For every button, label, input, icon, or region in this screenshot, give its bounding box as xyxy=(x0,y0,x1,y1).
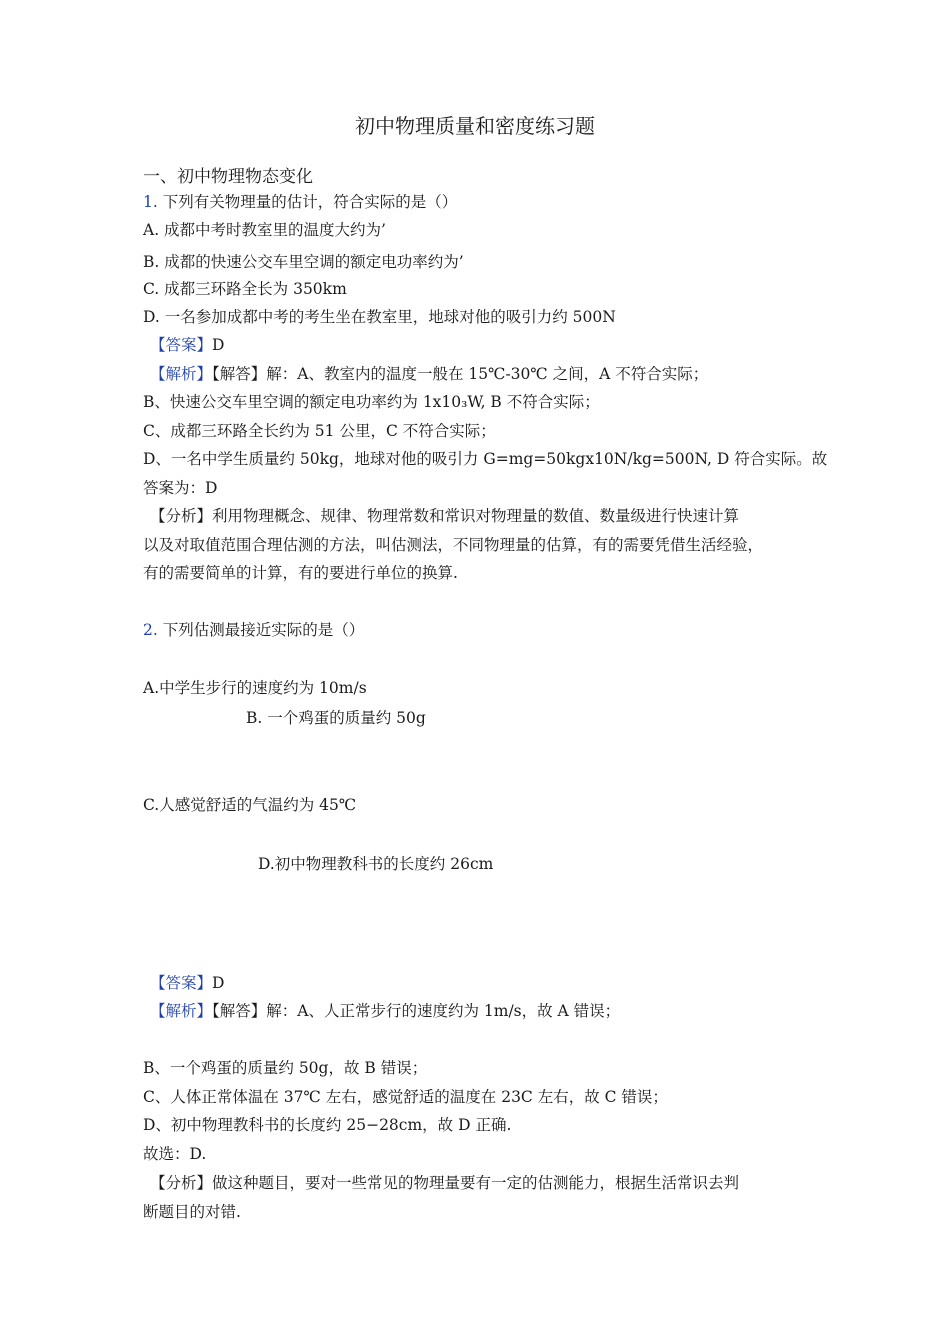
answer-tag: 【答案】 xyxy=(150,974,213,992)
analysis-text: B、一个鸡蛋的质量约 50g，故 B 错误； xyxy=(143,1059,428,1077)
option-c: C. 成都三环路全长为 350km xyxy=(143,280,347,298)
question-2-stem xyxy=(143,620,364,640)
analysis-text: 【解答】解：A、教室内的温度一般在 15℃-30℃ 之间，A 不符合实际； xyxy=(212,365,709,383)
question-number: 2. xyxy=(143,621,158,639)
analysis-text: C、人体正常体温在 37℃ 左右，感觉舒适的温度在 23C 左右，故 C 错误； xyxy=(143,1088,668,1106)
option-c: C.人感觉舒适的气温约为 45℃ xyxy=(143,796,357,814)
answer-tag: 【答案】 xyxy=(150,336,213,354)
answer-value: D xyxy=(212,974,225,992)
page-title: 初中物理质量和密度练习题 xyxy=(355,114,595,138)
analysis-tag: 【解析】 xyxy=(150,365,213,383)
fenxi-text: 【分析】利用物理概念、规律、物理常数和常识对物理量的数值、数量级进行快速计算 xyxy=(150,507,740,525)
analysis-text: D、一名中学生质量约 50kg，地球对他的吸引力 G=mg=50kgx10N/kg=500N, D 符合实际。故 xyxy=(143,450,828,468)
analysis-text: C、成都三环路全长约为 51 公里，C 不符合实际； xyxy=(143,422,496,440)
analysis-text: D、初中物理教科书的长度约 25−28cm，故 D 正确. xyxy=(143,1116,512,1134)
fenxi-text: 有的需要简单的计算，有的要进行单位的换算. xyxy=(143,564,458,582)
answer-line xyxy=(150,973,224,993)
analysis-text: 【解答】解：A、人正常步行的速度约为 1m/s，故 A 错误； xyxy=(212,1002,621,1020)
question-number: 1. xyxy=(143,193,158,211)
analysis-text: 故选：D. xyxy=(143,1145,207,1163)
option-b: B. 成都的快速公交车里空调的额定电功率约为’ xyxy=(143,253,464,271)
option-d: D.初中物理教科书的长度约 26cm xyxy=(258,855,494,873)
answer-value: D xyxy=(212,336,225,354)
analysis-text: 答案为：D xyxy=(143,479,218,497)
question-text: 下列有关物理量的估计，符合实际的是（） xyxy=(162,193,458,211)
option-a: A. 成都中考时教室里的温度大约为’ xyxy=(143,221,386,239)
section-heading: 一、初中物理物态变化 xyxy=(143,167,313,187)
question-1-stem xyxy=(143,192,457,212)
fenxi-text: 【分析】做这种题目，要对一些常见的物理量要有一定的估测能力，根据生活常识去判 xyxy=(150,1174,740,1192)
analysis-line xyxy=(150,364,708,384)
fenxi-text: 以及对取值范围合理估测的方法，叫估测法，不同物理量的估算，有的需要凭借生活经验， xyxy=(143,536,764,554)
option-b: B. 一个鸡蛋的质量约 50g xyxy=(246,709,426,727)
analysis-tag: 【解析】 xyxy=(150,1002,213,1020)
question-text: 下列估测最接近实际的是（） xyxy=(162,621,365,639)
analysis-line xyxy=(150,1001,620,1021)
analysis-text: B、快速公交车里空调的额定电功率约为 1x10₃W, B 不符合实际； xyxy=(143,393,600,411)
answer-line xyxy=(150,335,224,355)
fenxi-text: 断题目的对错. xyxy=(143,1203,241,1221)
option-a: A.中学生步行的速度约为 10m/s xyxy=(143,679,367,697)
option-d: D. 一名参加成都中考的考生坐在教室里，地球对他的吸引力约 500N xyxy=(143,308,616,326)
